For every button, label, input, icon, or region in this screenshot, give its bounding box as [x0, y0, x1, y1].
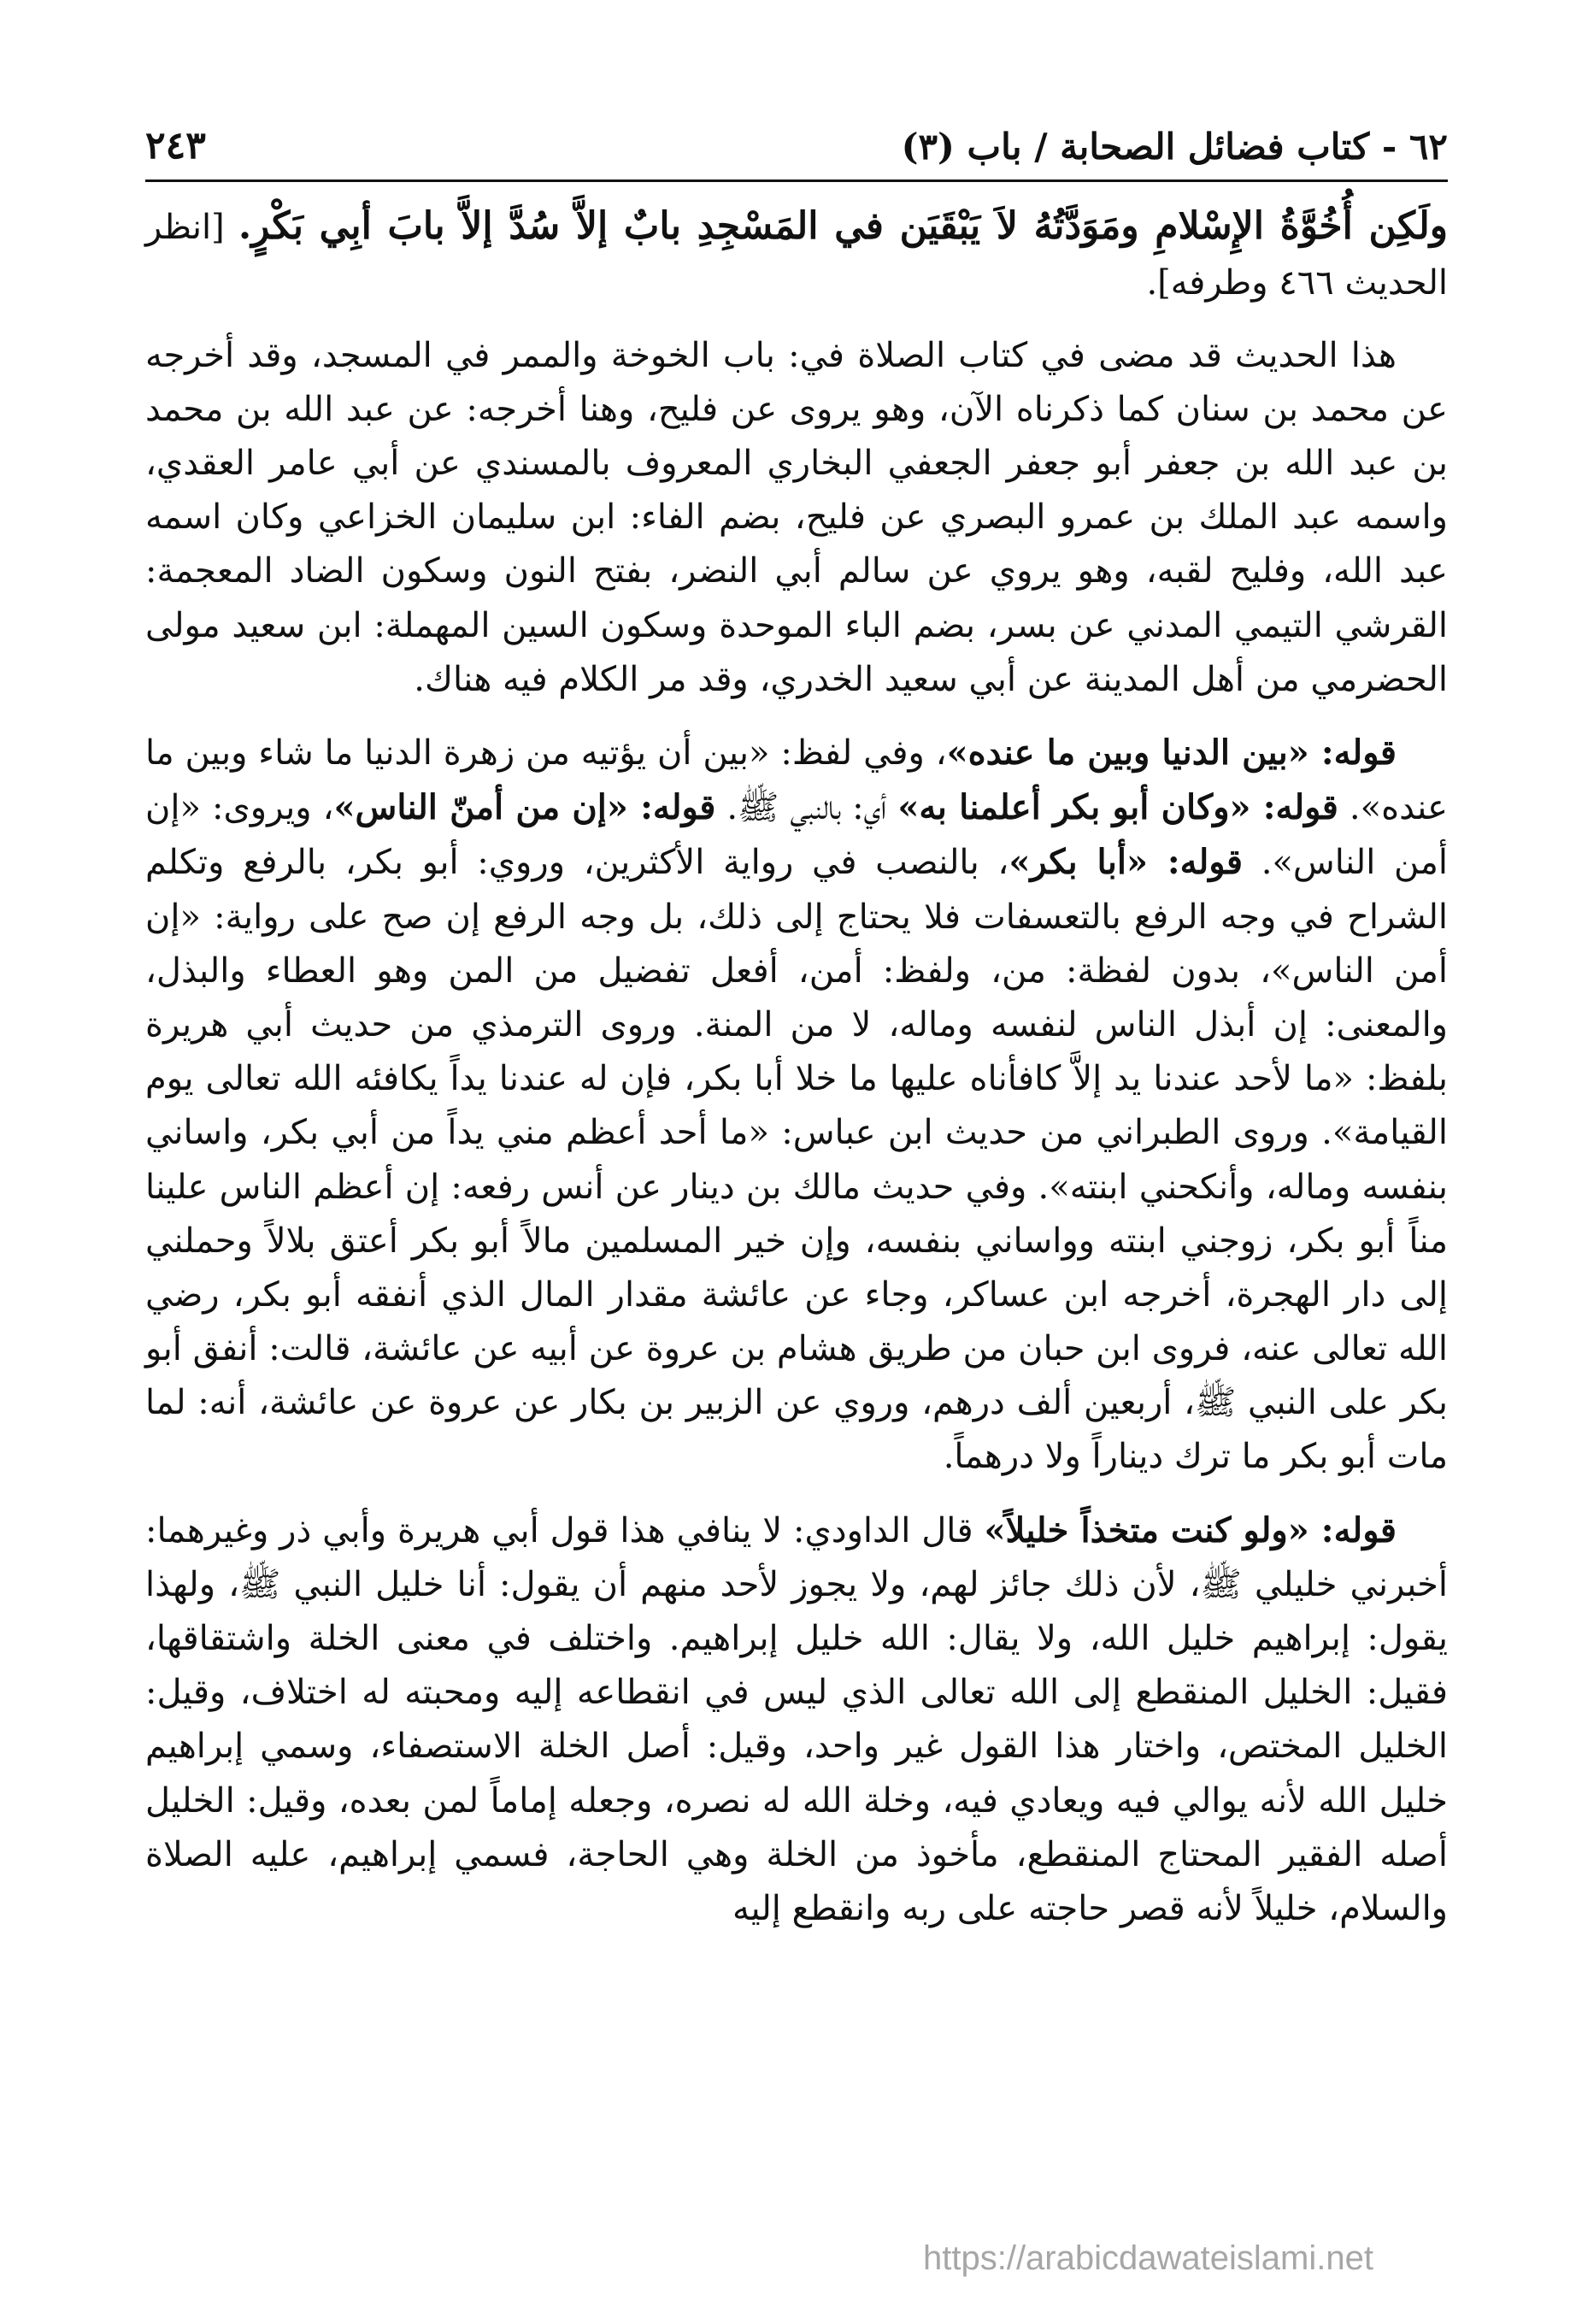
cross-reference: [انظر الحديث ٤٦٦ وطرفه]. — [145, 208, 1448, 303]
quoted-phrase: قوله: «أبا بكر» — [1009, 842, 1244, 883]
commentary-text: ، بالنصب في رواية الأكثرين، وروي: أبو بكر، بالرفع وتكلم الشراح في وجه الرفع بالتعسفات فلا يحتاج إلى ذلك، بل وجه الرفع إن صح على رواية: «إن أمن الناس»، بدون لفظة: من، ولفظ: أمن، أفعل تفضيل من المن وهو العطاء والبذل، والمعنى: إن أبذل الناس لنفسه وماله، لا من المنة. وروى الترمذي من حديث أبي هريرة بلفظ: «ما لأحد عندنا يد إلاَّ كافأناه عليها ما خلا أبا بكر، فإن له عندنا يداً يكافئه الله تعالى يوم القيامة». وروى الطبراني من حديث ابن عباس: «ما أحد أعظم مني يداً من أبي بكر، واساني بنفسه وماله، وأنكحني ابنته». وفي حديث مالك بن دينار عن أنس رفعه: إن أعظم الناس علينا مناً أبو بكر، زوجني ابنته وواساني بنفسه، وإن خير المسلمين مالاً أبو بكر أعتق بلالاً وحملني إلى دار الهجرة، أخرجه ابن عساكر، وجاء عن عائشة مقدار المال الذي أنفقه أبو بكر، رضي الله تعالى عنه، فروى ابن حبان من طريق هشام بن عروة عن أبيه عن عائشة، قالت: أنفق أبو بكر على النبي ﷺ، أربعين ألف درهم، وروي عن الزبير بن بكار عن عروة عن عائشة، أنه: لما مات أبو بكر ما ترك ديناراً ولا درهماً. — [145, 843, 1448, 1477]
commentary-text: أي: بالنبي ﷺ. — [715, 788, 898, 828]
header-title: ٦٢ - كتاب فضائل الصحابة / باب (٣) — [901, 126, 1448, 168]
quoted-phrase: قوله: «بين الدنيا وبين ما عنده» — [946, 733, 1397, 774]
paragraph-abu-bakr-commentary — [145, 726, 1448, 1485]
commentary-text: هذا الحديث قد مضى في كتاب الصلاة في: باب الخوخة والممر في المسجد، وقد أخرجه عن محمد بن سنان كما ذكرناه الآن، وهو يروى عن فليح، وهنا أخرجه: عن عبد الله بن محمد بن عبد الله بن جعفر أبو جعفر الجعفي البخاري المعروف بالمسندي عن أبي عامر العقدي، واسمه عبد الملك بن عمرو البصري عن فليح، بضم الفاء: ابن سليمان الخزاعي وكان اسمه عبد الله، وفليح لقبه، وهو يروي عن سالم أبي النضر، بفتح النون وسكون الضاد المعجمة: القرشي التيمي المدني عن بسر، بضم الباء الموحدة وسكون السين المهملة: ابن سعيد مولى الحضرمي من أهل المدينة عن أبي سعيد الخدري، وقد مر الكلام فيه هناك. — [145, 335, 1448, 699]
hadith-text: ولَكِن أُخُوَّةُ الإِسْلامِ ومَوَدَّتُهُ لاَ يَبْقَيَن في المَسْجِدِ بابٌ إلاَّ سُدَّ إلاَّ بابَ أبِي بَكْرٍ. — [238, 204, 1448, 248]
commentary-text: قال الداودي: لا ينافي هذا قول أبي هريرة وأبي ذر وغيرهما: أخبرني خليلي ﷺ، لأن ذلك جائز لهم، ولا يجوز لأحد منهم أن يقول: أنا خليل النبي ﷺ، ولهذا يقول: إبراهيم خليل الله، ولا يقال: الله خليل إبراهيم. واختلف في معنى الخلة واشتقاقها، فقيل: الخليل المنقطع إلى الله تعالى الذي ليس في انقطاعه إليه ومحبته له اختلاف، وقيل: الخليل المختص، واختار هذا القول غير واحد، وقيل: أصل الخلة الاستصفاء، وسمي إبراهيم خليل الله لأنه يوالي فيه ويعادي فيه، وخلة الله له نصره، وجعله إماماً لمن بعده، وقيل: الخليل أصله الفقير المحتاج المنقطع، مأخوذ من الخلة وهي الحاجة، فسمي إبراهيم، عليه الصلاة والسلام، خليلاً لأنه قصر حاجته على ربه وانقطع إليه — [145, 1510, 1448, 1928]
quoted-phrase: قوله: «إن من أمنّ الناس» — [333, 787, 716, 828]
paragraph-isnad-commentary — [145, 329, 1448, 707]
quoted-phrase: قوله: «وكان أبو بكر أعلمنا به» — [897, 787, 1338, 828]
watermark-url: https://arabicdawateislami.net — [923, 2239, 1373, 2277]
page-body — [145, 197, 1448, 1955]
paragraph-hadith-text — [145, 197, 1448, 310]
paragraph-khalil-commentary — [145, 1503, 1448, 1937]
commentary-text: ، وفي لفظ: «بين أن يؤتيه من زهرة الدنيا ما شاء وبين ما عنده». — [145, 733, 1449, 828]
header-divider — [145, 179, 1448, 182]
page-number: ٢٤٣ — [145, 124, 206, 168]
quoted-phrase: قوله: «ولو كنت متخذاً خليلاً» — [984, 1509, 1397, 1550]
running-header — [145, 111, 1448, 179]
commentary-text: ، ويروى: «إن أمن الناس». — [145, 788, 1448, 883]
